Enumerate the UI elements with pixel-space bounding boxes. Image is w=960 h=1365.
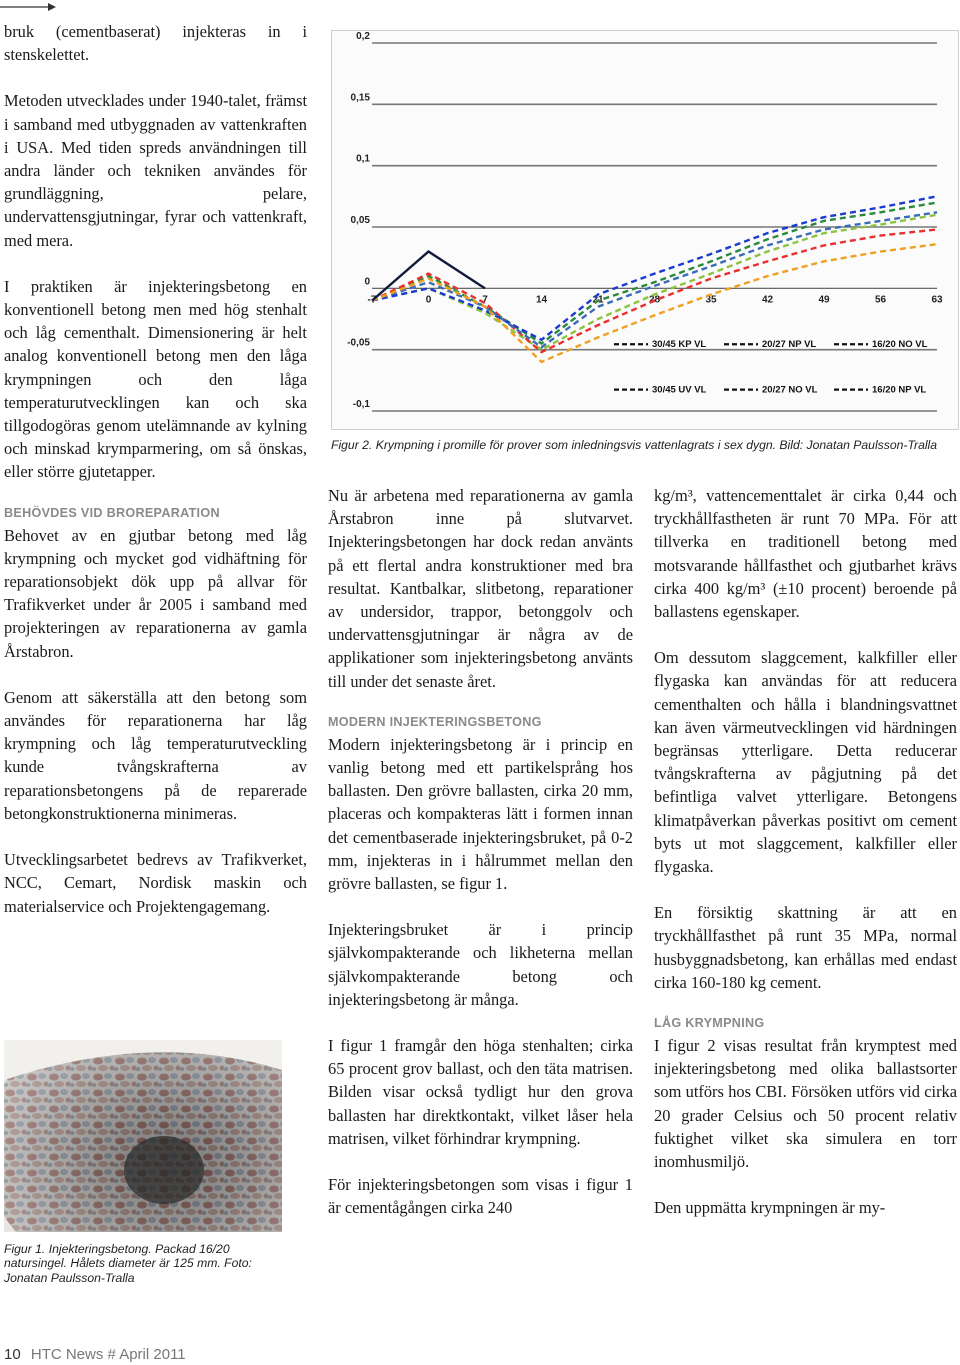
x-tick-label: 0: [425, 294, 432, 306]
paragraph: I figur 1 framgår den höga stenhalten; cirka 65 procent grov ballast, och den täta matrisen. Bilden visar också tydligt hur den grova ballasten har direktkontakt, vilket låser hela matrisen, vilket förhindrar krympning.: [328, 1036, 633, 1148]
section-heading-broreparation: BEHÖVDES VID BROREPARATION: [4, 505, 220, 520]
figure-1-caption: Figur 1. Injekteringsbetong. Packad 16/20 natursingel. Hålets diameter är 125 mm. Foto: Jonatan Paulsson-Tralla: [4, 1242, 252, 1285]
legend-label: 20/27 NP VL: [762, 339, 817, 351]
y-tick-label: -0,05: [347, 337, 370, 349]
paragraph: Utvecklingsarbetet bedrevs av Trafikverket, NCC, Cemart, Nordisk maskin och materialservice och Projektengagemang.: [4, 850, 307, 916]
paragraph: bruk (cementbaserat) injekteras in i stenskelettet.: [4, 22, 307, 65]
page-footer: [4, 1346, 186, 1363]
series-line: [372, 196, 937, 340]
publication-name: HTC News # April 2011: [30, 1346, 186, 1363]
y-tick-label: 0: [364, 276, 370, 288]
paragraph: Behovet av en gjutbar betong med låg krympning och mycket god vidhäftning för reparationsobjekt dök upp på allvar för Trafikverket under år 2005 i samband med projekteringen av reparationerna av gamla Årstabron.: [4, 525, 307, 661]
section-heading-krympning: LÅG KRYMPNING: [654, 1016, 765, 1031]
y-tick-label: 0,1: [356, 153, 370, 165]
paragraph: Metoden utvecklades under 1940-talet, främst i samband med utbyggnaden av vattenkraften i USA. Med tiden spreds användningen till andra länder och tekniken användes för grundläggning, pelare, undervattensgjutningar, fyrar och vattenkraft, med mera.: [4, 91, 307, 250]
figure-1-photo: [4, 1040, 282, 1232]
y-tick-label: 0,2: [356, 31, 370, 42]
column-1: [4, 20, 307, 918]
continuation-arrow-icon: [0, 0, 60, 14]
paragraph: I praktiken är injekteringsbetong en konventionell betong men med hög stenhalt och låg cementhalt. Dimensionering är helt analog konventionell betong men den låga krympningen och den låga temperaturutvecklingen kan och ska tillgodogöras genom utelämnande av kylning och minskad krymparmering, om så önskas, eller större gjutetapper.: [4, 276, 307, 482]
legend-label: 30/45 UV VL: [652, 384, 707, 396]
legend-label: 20/27 NO VL: [762, 384, 818, 396]
x-tick-label: 35: [705, 294, 717, 306]
x-tick-label: 28: [648, 294, 661, 306]
series-line: [372, 212, 937, 347]
x-tick-label: 42: [761, 294, 774, 306]
paragraph: Injekteringsbruket är i princip självkompakterande och likheterna mellan självkompakterande betong och injekteringsbetong är många.: [328, 920, 633, 1009]
column-2: [328, 484, 633, 1219]
paragraph: För injekteringsbetongen som visas i figur 1 är cementågången cirka 240: [328, 1175, 633, 1218]
paragraph: Om dessutom slaggcement, kalkfiller eller flygaska kan användas för att reducera cementhalten och hålla i blandningsvattnet kan även värmeutvecklingen vid härdningen begränsas ytterligare. Detta reducerar tvångskrafterna av pågjutning på det befintliga valvet ytterligare. Betongens klimatpåverkan påverkas positivt om cement byts ut mot slaggcement, kalkfiller eller flygaska.: [654, 648, 957, 877]
y-tick-label: 0,15: [350, 92, 370, 104]
injection-concrete-photo: [4, 1040, 282, 1232]
x-tick-label: 21: [592, 294, 604, 306]
section-heading-modern: MODERN INJEKTERINGSBETONG: [328, 714, 542, 729]
page-number: 10: [4, 1346, 21, 1363]
x-tick-label: 63: [931, 294, 943, 306]
x-tick-label: 14: [535, 294, 548, 306]
legend-label: 30/45 KP VL: [652, 339, 707, 351]
legend-label: 16/20 NO VL: [872, 339, 928, 351]
x-tick-label: 7: [482, 294, 488, 306]
paragraph: En försiktig skattning är att en tryckhållfasthet på runt 35 MPa, normal husbyggnadsbetong, kan erhållas med endast cirka 160-180 kg cement.: [654, 903, 957, 992]
paragraph: Genom att säkerställa att den betong som användes för reparationerna har låg krympning och låg temperaturutveckling kunde tvångskrafterna av reparationsbetongens på de reparerade betongkonstruktionerna minimeras.: [4, 687, 307, 823]
y-tick-label: -0,1: [352, 399, 370, 410]
paragraph: I figur 2 visas resultat från krymptest med injekteringsbetong med olika ballastsorter som utförs hos CBI. Försöken utförs vid cirka 20 grader Celsius och 50 procent relativ fuktighet vilket ska simulera en torr inomhusmiljö.: [654, 1036, 957, 1172]
legend-label: 16/20 NP VL: [872, 384, 927, 396]
column-3: [654, 484, 957, 1219]
paragraph: Den uppmätta krympningen är my-: [654, 1198, 886, 1218]
y-tick-label: 0,05: [350, 215, 370, 226]
shrinkage-chart: [332, 31, 958, 429]
paragraph: Nu är arbetena med reparationerna av gamla Årstabron inne på slutvarvet. Injekteringsbetongen har dock redan använts på ett flertal andra konstruktioner med bra resultat. Kantbalkar, slitbetong, reparationer av undersidor, trappor, betonggolv och undervattensgjutningar är några av de applikationer som injekteringsbetong använts till under det senaste året.: [328, 486, 633, 691]
figure-2-caption: Figur 2. Krympning i promille för prover som inledningsvis vattenlagrats i sex dygn. Bild: Jonatan Paulsson-Tralla: [331, 438, 938, 452]
x-tick-label: -7: [367, 294, 377, 306]
figure-2-chart: [331, 30, 959, 430]
x-tick-label: 56: [874, 294, 887, 306]
paragraph: Modern injekteringsbetong är i princip en vanlig betong med ett partikelsprång hos ballasten. Den grövre ballasten, cirka 20 mm, placeras och kompakteras lätt i formen innan det cementbaserade injekteringsbruket, på 0-2 mm, injekteras in i hålrummet mellan den grövre ballasten, se figur 1.: [328, 734, 633, 894]
x-tick-label: 49: [818, 294, 830, 306]
paragraph: kg/m³, vattencementtalet är cirka 0,44 och tryckhållfastheten är runt 70 MPa. För att tillverka en traditionell betong med motsvarande hållfasthet och gjutbarhet krävs cirka 400 kg/m³ (±10 procent) beroende på ballastens egenskaper.: [654, 486, 957, 622]
